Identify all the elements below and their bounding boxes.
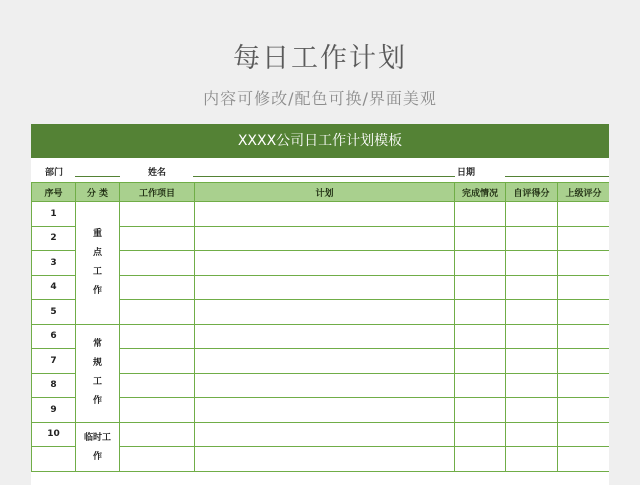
- col-work-item: 工作项目: [120, 183, 195, 202]
- cell[interactable]: [558, 226, 610, 251]
- cell[interactable]: [506, 349, 558, 374]
- category-char: 常: [92, 339, 102, 349]
- dept-label: 部门: [45, 168, 64, 178]
- category-key-work: [76, 202, 120, 325]
- cell[interactable]: [455, 251, 506, 276]
- cell[interactable]: [195, 422, 455, 447]
- row-number: 10: [32, 422, 76, 447]
- info-row: [31, 158, 609, 182]
- date-label: 日期: [457, 168, 476, 178]
- table-header-row: [32, 183, 610, 202]
- row-number: 3: [32, 251, 76, 276]
- row-number: 1: [32, 202, 76, 227]
- cell[interactable]: [455, 300, 506, 325]
- plan-table: [31, 182, 609, 472]
- row-number: 2: [32, 226, 76, 251]
- name-field[interactable]: [193, 176, 455, 177]
- cell[interactable]: [506, 275, 558, 300]
- row-number: 6: [32, 324, 76, 349]
- category-char: 规: [92, 358, 102, 368]
- cell[interactable]: [120, 300, 195, 325]
- cell[interactable]: [506, 300, 558, 325]
- cell[interactable]: [120, 398, 195, 423]
- cell[interactable]: [506, 373, 558, 398]
- category-char: 作: [92, 285, 102, 296]
- row-number: 5: [32, 300, 76, 325]
- cell[interactable]: [455, 226, 506, 251]
- cell[interactable]: [195, 324, 455, 349]
- cell[interactable]: [195, 373, 455, 398]
- row-number: 4: [32, 275, 76, 300]
- plan-sheet: [31, 124, 609, 485]
- row-number: [32, 447, 76, 472]
- category-char: 点: [92, 247, 102, 258]
- cell[interactable]: [558, 324, 610, 349]
- cell[interactable]: [120, 447, 195, 472]
- cell[interactable]: [506, 226, 558, 251]
- col-plan: 计划: [195, 183, 455, 202]
- cell[interactable]: [120, 251, 195, 276]
- cell[interactable]: [558, 447, 610, 472]
- cell[interactable]: [120, 202, 195, 227]
- row-number: 7: [32, 349, 76, 374]
- cell[interactable]: [120, 422, 195, 447]
- date-field[interactable]: [505, 176, 609, 177]
- cell[interactable]: [506, 202, 558, 227]
- cell[interactable]: [558, 373, 610, 398]
- table-row: [32, 422, 610, 447]
- cell[interactable]: [455, 373, 506, 398]
- cell[interactable]: [195, 275, 455, 300]
- cell[interactable]: [455, 422, 506, 447]
- sheet-banner: XXXX公司日工作计划模板: [31, 124, 609, 158]
- row-number: 8: [32, 373, 76, 398]
- cell[interactable]: [455, 324, 506, 349]
- category-char: 工: [92, 377, 102, 387]
- cell[interactable]: [455, 349, 506, 374]
- name-label: 姓名: [148, 168, 167, 178]
- cell[interactable]: [195, 226, 455, 251]
- category-temp-work: [76, 422, 120, 471]
- cell[interactable]: [195, 447, 455, 472]
- table-row: [32, 202, 610, 227]
- col-supervisor-score: 上级评分: [558, 183, 610, 202]
- page-subtitle: 内容可修改/配色可换/界面美观: [203, 89, 437, 108]
- cell[interactable]: [455, 202, 506, 227]
- dept-field[interactable]: [75, 176, 120, 177]
- cell[interactable]: [455, 398, 506, 423]
- col-completion: 完成情况: [455, 183, 506, 202]
- category-char: 工: [92, 266, 102, 277]
- cell[interactable]: [558, 398, 610, 423]
- col-index: 序号: [32, 183, 76, 202]
- table-row: [32, 324, 610, 349]
- cell[interactable]: [506, 447, 558, 472]
- cell[interactable]: [558, 422, 610, 447]
- row-number: 9: [32, 398, 76, 423]
- cell[interactable]: [195, 202, 455, 227]
- cell[interactable]: [558, 349, 610, 374]
- cell[interactable]: [195, 251, 455, 276]
- cell[interactable]: [506, 251, 558, 276]
- cell[interactable]: [120, 226, 195, 251]
- cell[interactable]: [558, 251, 610, 276]
- cell[interactable]: [195, 349, 455, 374]
- cell[interactable]: [120, 324, 195, 349]
- cell[interactable]: [120, 275, 195, 300]
- cell[interactable]: [195, 300, 455, 325]
- category-char: 作: [92, 396, 102, 406]
- cell[interactable]: [120, 373, 195, 398]
- cell[interactable]: [506, 324, 558, 349]
- cell[interactable]: [558, 202, 610, 227]
- col-category: 分 类: [76, 183, 120, 202]
- category-routine-work: [76, 324, 120, 422]
- category-char: 作: [92, 451, 102, 462]
- category-char: 重: [92, 228, 102, 239]
- col-self-score: 自评得分: [506, 183, 558, 202]
- cell[interactable]: [120, 349, 195, 374]
- cell[interactable]: [558, 275, 610, 300]
- cell[interactable]: [506, 422, 558, 447]
- page-title: 每日工作计划: [233, 43, 407, 74]
- cell[interactable]: [558, 300, 610, 325]
- cell[interactable]: [506, 398, 558, 423]
- cell[interactable]: [455, 447, 506, 472]
- cell[interactable]: [195, 398, 455, 423]
- category-char: 临时工: [83, 432, 111, 443]
- cell[interactable]: [455, 275, 506, 300]
